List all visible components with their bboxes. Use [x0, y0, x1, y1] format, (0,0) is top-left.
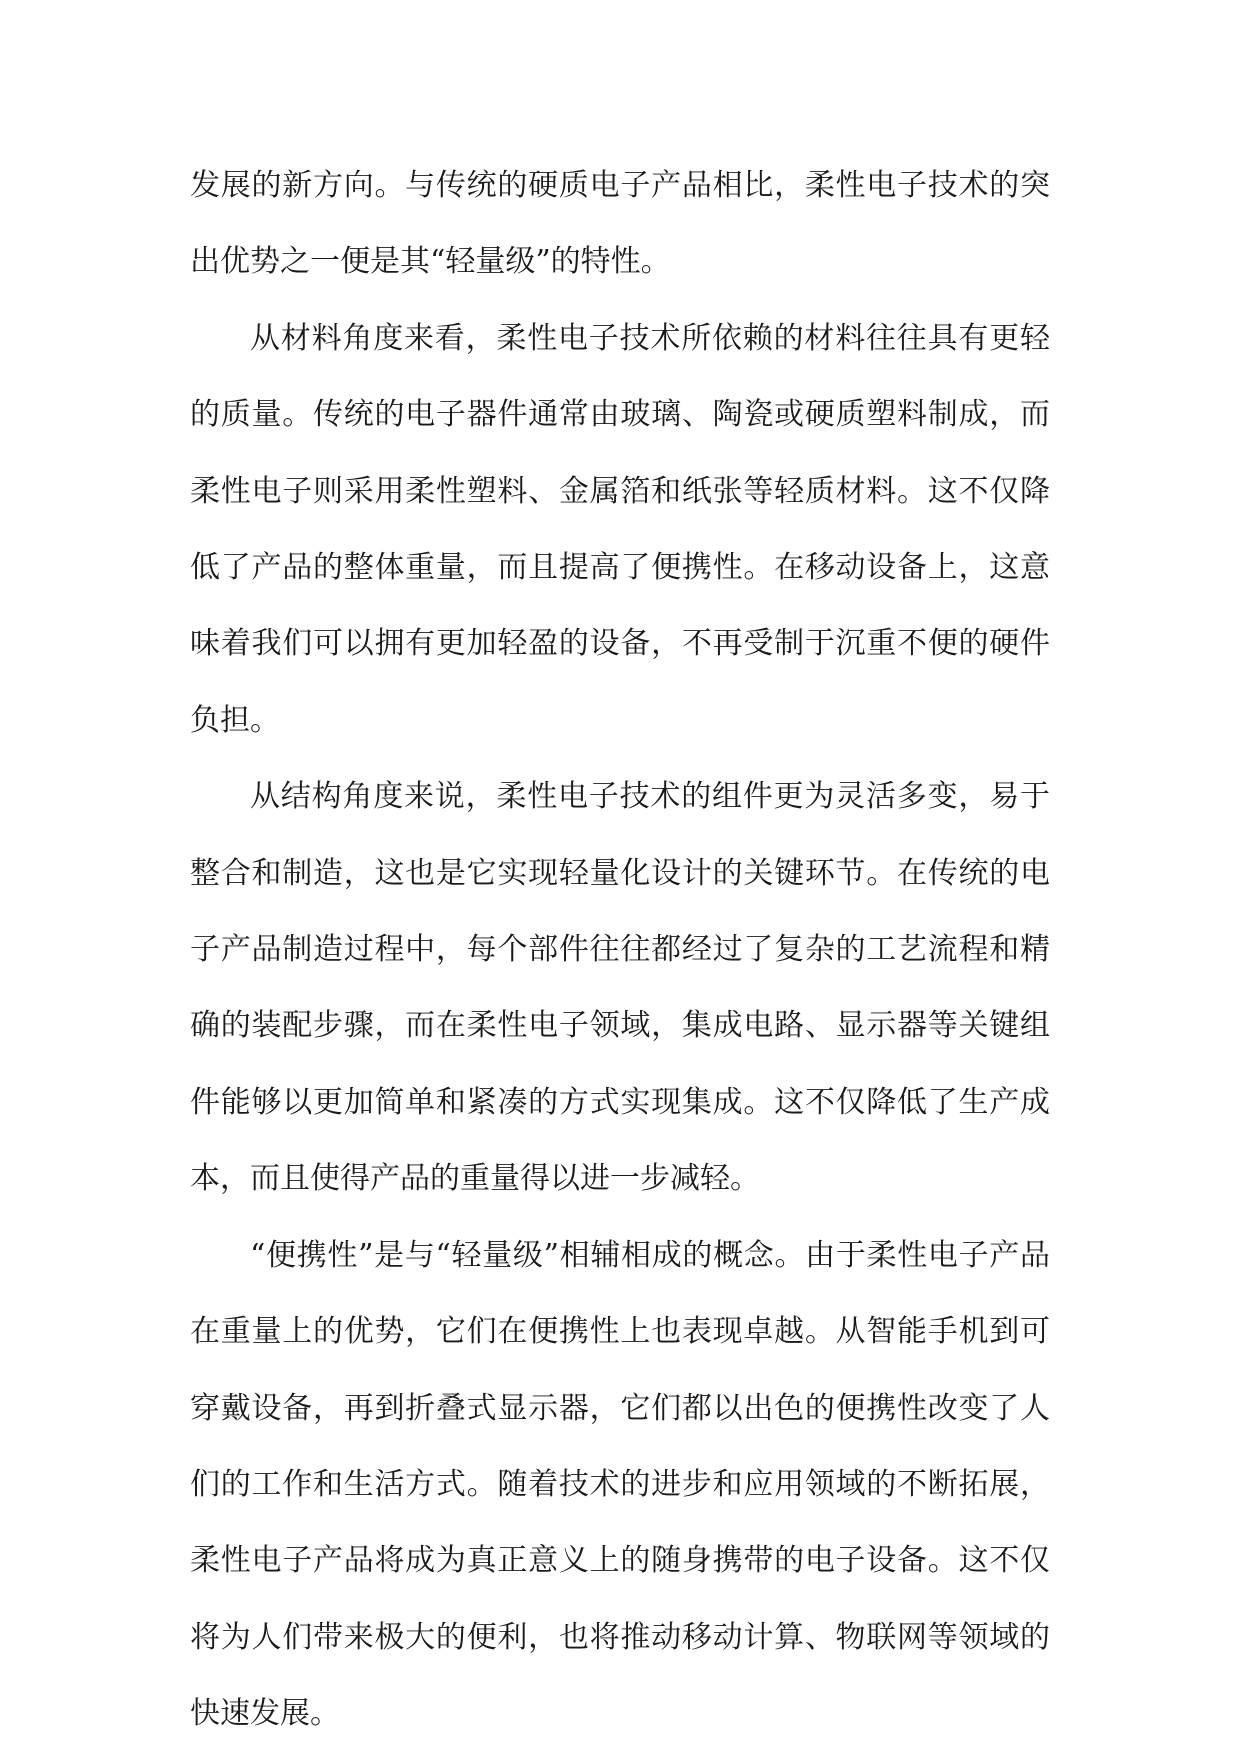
paragraph-1: 发展的新方向。与传统的硬质电子产品相比，柔性电子技术的突出优势之一便是其“轻量级”的特性。	[190, 168, 1050, 280]
paragraph-2: 从材料角度来看，柔性电子技术所依赖的材料往往具有更轻的质量。传统的电子器件通常由玻璃、陶瓷或硬质塑料制成，而柔性电子则采用柔性塑料、金属箔和纸张等轻质材料。这不仅降低了产品的整体重量，而且提高了便携性。在移动设备上，这意味着我们可以拥有更加轻盈的设备，不再受制于沉重不便的硬件负担。	[190, 320, 1050, 738]
paragraph-3: 从结构角度来说，柔性电子技术的组件更为灵活多变，易于整合和制造，这也是它实现轻量化设计的关键环节。在传统的电子产品制造过程中，每个部件往往都经过了复杂的工艺流程和精确的装配步骤，而在柔性电子领域，集成电路、显示器等关键组件能够以更加简单和紧凑的方式实现集成。这不仅降低了生产成本，而且使得产品的重量得以进一步减轻。	[190, 779, 1050, 1197]
paragraph-4: “便携性”是与“轻量级”相辅相成的概念。由于柔性电子产品在重量上的优势，它们在便携性上也表现卓越。从智能手机到可穿戴设备，再到折叠式显示器，它们都以出色的便携性改变了人们的工作和生活方式。随着技术的进步和应用领域的不断拓展，柔性电子产品将成为真正意义上的随身携带的电子设备。这不仅将为人们带来极大的便利，也将推动移动计算、物联网等领域的快速发展。	[190, 1237, 1050, 1732]
body-text	[190, 148, 1050, 1753]
